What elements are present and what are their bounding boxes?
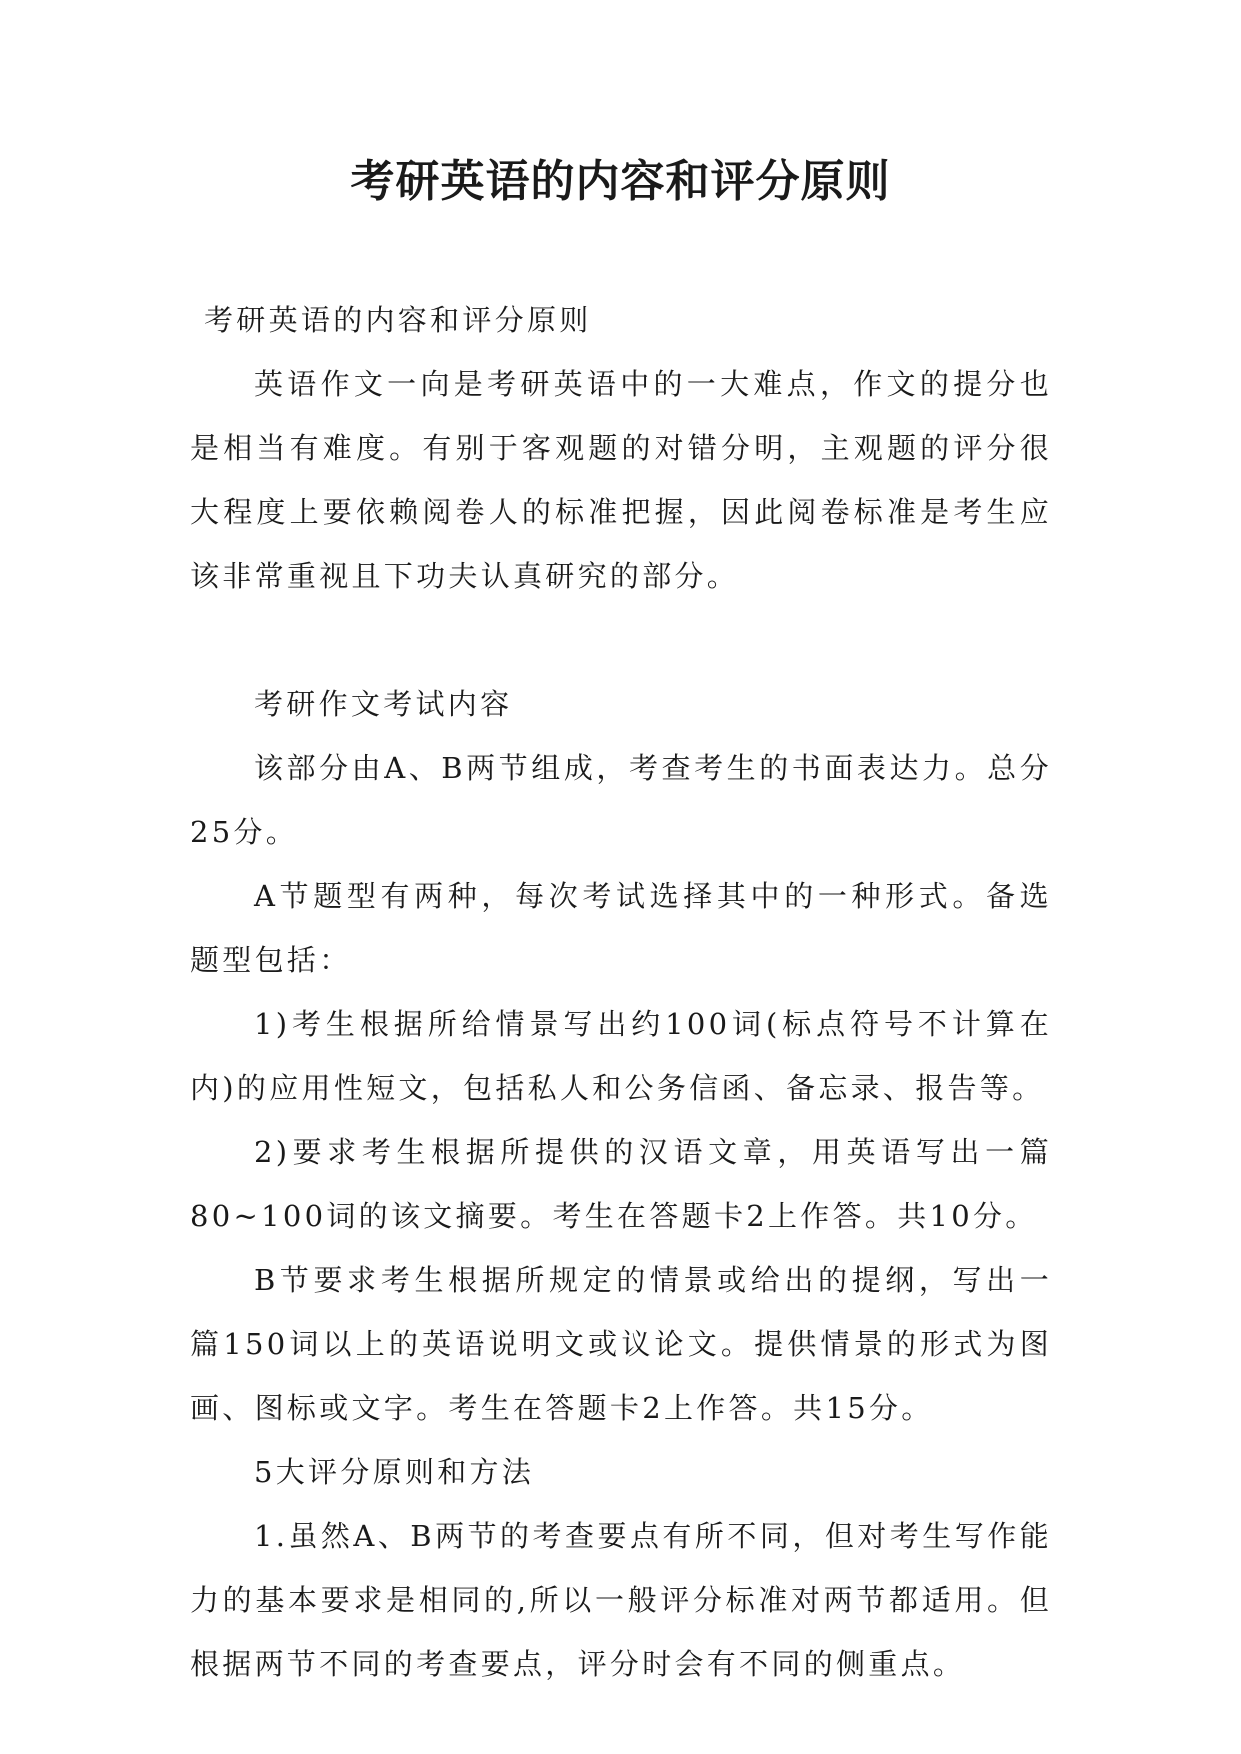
document-title: 考研英语的内容和评分原则 [350, 156, 891, 207]
list-item-1: 1)考生根据所给情景写出约100词(标点符号不计算在内)的应用性短文，包括私人和公务信函、备忘录、报告等。 [190, 1007, 1052, 1105]
section-heading-principles: 5大评分原则和方法 [254, 1455, 535, 1489]
paragraph-section-b: B节要求考生根据所规定的情景或给出的提纲，写出一篇150词以上的英语说明文或议论文。提供情景的形式为图画、图标或文字。考生在答题卡2上作答。共15分。 [190, 1263, 1052, 1425]
document-subtitle: 考研英语的内容和评分原则 [204, 303, 592, 337]
document-body [190, 288, 1052, 1696]
principle-1: 1.虽然A、B两节的考查要点有所不同，但对考生写作能力的基本要求是相同的,所以一般评分标准对两节都适用。但根据两节不同的考查要点，评分时会有不同的侧重点。 [190, 1519, 1052, 1681]
paragraph-gap [190, 608, 1052, 672]
paragraph-composition: 该部分由A、B两节组成，考查考生的书面表达力。总分25分。 [190, 751, 1052, 849]
list-item-2: 2)要求考生根据所提供的汉语文章，用英语写出一篇80~100词的该文摘要。考生在答题卡2上作答。共10分。 [190, 1135, 1052, 1233]
section-heading-content: 考研作文考试内容 [254, 687, 513, 721]
paragraph-section-a: A节题型有两种，每次考试选择其中的一种形式。备选题型包括： [190, 879, 1052, 977]
intro-paragraph: 英语作文一向是考研英语中的一大难点，作文的提分也是相当有难度。有别于客观题的对错分明，主观题的评分很大程度上要依赖阅卷人的标准把握，因此阅卷标准是考生应该非常重视且下功夫认真研究的部分。 [190, 367, 1052, 593]
